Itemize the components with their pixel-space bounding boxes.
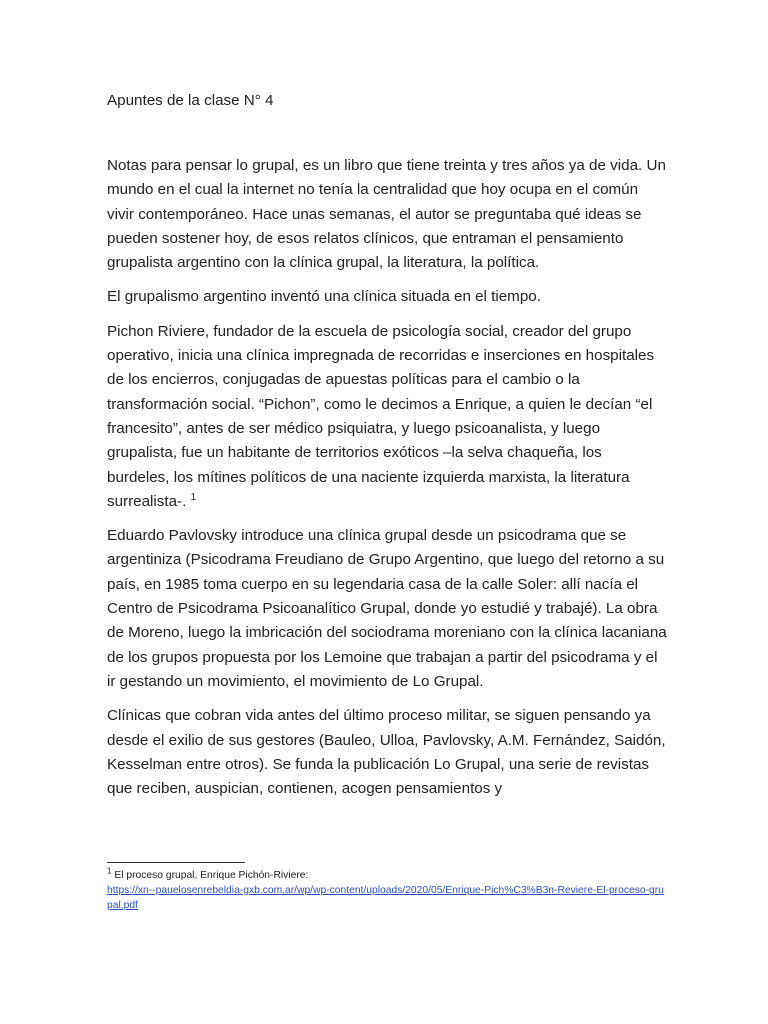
footnote-section bbox=[107, 862, 667, 913]
document-title: Apuntes de la clase N° 4 bbox=[107, 92, 274, 109]
footnote-text: El proceso grupal, Enrique Pichón-Riviere: bbox=[114, 870, 309, 881]
footnote bbox=[107, 866, 667, 913]
paragraph-4: Eduardo Pavlovsky introduce una clínica grupal desde un psicodrama que se argentiniza (Psicodrama Freudiano de Grupo Argentino, que luego del retorno a su país, en 1985 toma cuerpo en su legendaria casa de la calle Soler: allí nacía el Centro de Psicodrama Psicoanalítico Grupal, donde yo estudié y trabajé). La obra de Moreno, luego la imbricación del sociodrama moreniano con la clínica lacaniana de los grupos propuesta por los Lemoine que trabajan a partir del psicodrama y el ir gestando un movimiento, el movimiento de Lo Grupal. bbox=[107, 527, 667, 690]
paragraph-5: Clínicas que cobran vida antes del último proceso militar, se siguen pensando ya desde el exilio de sus gestores (Bauleo, Ulloa, Pavlovsky, A.M. Fernández, Saidón, Kesselman entre otros). Se funda la publicación Lo Grupal, una serie de revistas que reciben, auspician, contienen, acogen pensamientos y bbox=[107, 707, 666, 798]
paragraph-1: Notas para pensar lo grupal, es un libro que tiene treinta y tres años ya de vida. Un mundo en el cual la internet no tenía la centralidad que hoy ocupa en el común vivir contemporáneo. Hace unas semanas, el autor se preguntaba qué ideas se pueden sostener hoy, de esos relatos clínicos, que entraman el pensamiento grupalista argentino con la clínica grupal, la literatura, la política. bbox=[107, 157, 666, 272]
document-body bbox=[107, 90, 667, 811]
paragraph-3-text: Pichon Riviere, fundador de la escuela de psicología social, creador del grupo operativo, inicia una clínica impregnada de recorridas e inserciones en hospitales de los encierros, conjugadas de apuestas políticas para el cambio o la transformación social. “Pichon”, como le decimos a Enrique, a quien le decían “el francesito”, antes de ser médico psiquiatra, y luego psicoanalista, y luego grupalista, fue un habitante de territorios exóticos –la selva chaqueña, los burdeles, los mítines políticos de una naciente izquierda marxista, la literatura surrealista-. bbox=[107, 322, 655, 510]
paragraph-2: El grupalismo argentino inventó una clínica situada en el tiempo. bbox=[107, 288, 541, 306]
footnote-separator bbox=[107, 862, 245, 863]
footnote-link[interactable]: https://xn--pauelosenrebeldia-gxb.com.ar/wp/wp-content/uploads/2020/05/Enrique-Pich%C3%B3n-Reviere-El-proceso-grupal.pdf bbox=[107, 884, 664, 911]
paragraph-3 bbox=[107, 320, 667, 514]
footnote-number: 1 bbox=[107, 866, 112, 876]
footnote-reference[interactable]: 1 bbox=[190, 491, 197, 503]
